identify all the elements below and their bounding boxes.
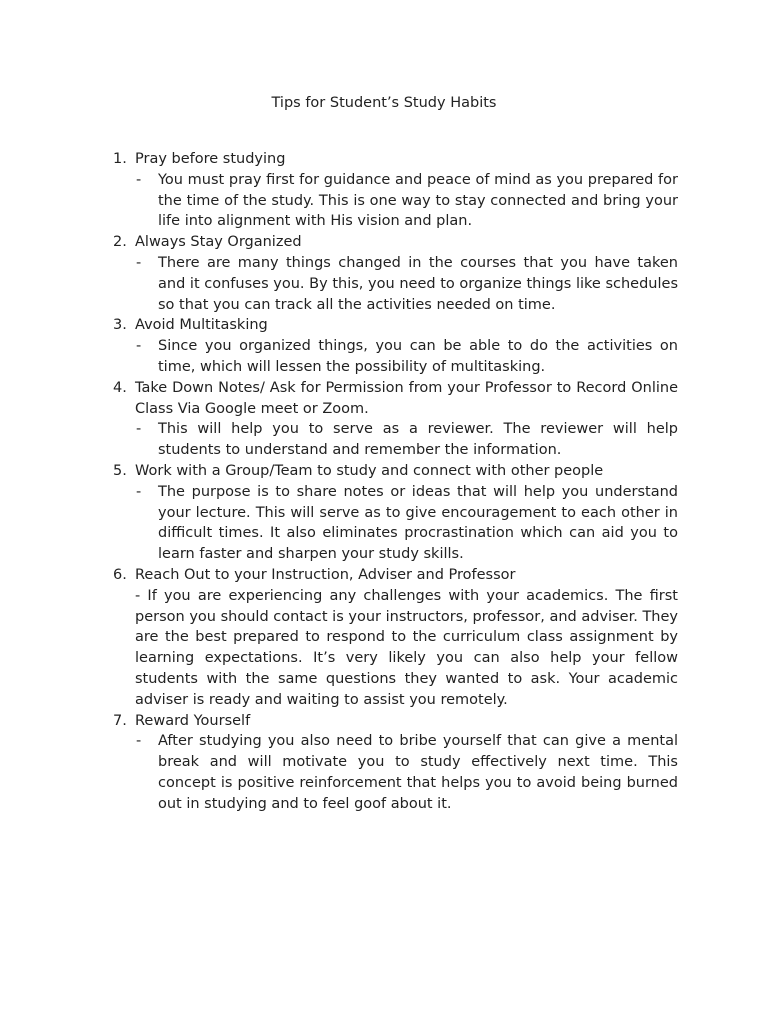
list-item-5 [113,461,678,565]
bullet-dash: - [136,171,142,188]
item-description: This will help you to serve as a reviewer. The reviewer will help students to understand and remember the information. [158,421,678,459]
item-sub-bullet [113,731,678,814]
item-description: You must pray first for guidance and peace of mind as you prepared for the time of the study. This is one way to stay connected and bring your life into alignment with His vision and plan. [158,171,678,230]
item-description: The purpose is to share notes or ideas that will help you understand your lecture. This will serve as to give encouragement to each other in difficult times. It also eliminates procrastination which can aid you to learn faster and sharpen your study skills. [158,483,678,563]
item-heading: Take Down Notes/ Ask for Permission from your Professor to Record Online Class Via Google meet or Zoom. [135,379,678,417]
item-heading-row [113,315,678,336]
item-sub-bullet [113,336,678,378]
list-item-2 [113,232,678,315]
item-description: There are many things changed in the courses that you have taken and it confuses you. By this, you need to organize things like schedules so that you can track all the activities needed on time. [158,254,678,313]
bullet-dash: - [136,338,142,355]
bullet-dash: - [136,483,142,500]
document-title: Tips for Student’s Study Habits [271,95,497,111]
item-number: 2. [113,234,127,251]
list-item-1 [113,149,678,232]
item-number: 4. [113,379,127,396]
item-heading: Reach Out to your Instruction, Adviser and Professor [135,566,516,583]
item-description: - If you are experiencing any challenges with your academics. The first person you should contact is your instructors, professor, and adviser. They are the best prepared to respond to the curriculum class assignment by learning expectations. It’s very likely you can also help your fellow students with the same questions they wanted to ask. Your academic adviser is ready and waiting to assist you remotely. [135,587,678,708]
list-item-4 [113,378,678,461]
item-heading-row [113,461,678,482]
item-number: 5. [113,462,127,479]
item-sub-bullet [113,170,678,232]
bullet-dash: - [136,733,142,750]
list-item-7 [113,711,678,815]
bullet-dash: - [136,421,142,438]
tips-list [113,149,678,815]
item-heading: Always Stay Organized [135,234,302,251]
item-heading: Pray before studying [135,151,286,167]
list-item-3 [113,315,678,377]
item-heading: Work with a Group/Team to study and connect with other people [135,462,604,479]
item-number: 6. [113,566,127,583]
item-number: 7. [113,712,127,729]
item-sub-bullet [113,482,678,565]
item-heading-row [113,565,678,586]
item-heading-row [113,149,678,170]
item-sub-bullet [113,419,678,461]
list-item-6 [113,565,678,711]
item-number: 1. [113,151,127,167]
item-heading-row [113,711,678,732]
item-description: Since you organized things, you can be able to do the activities on time, which will lessen the possibility of multitasking. [158,338,678,375]
item-heading-row [113,232,678,253]
item-sub-bullet [113,253,678,315]
bullet-dash: - [136,254,142,271]
item-heading: Reward Yourself [135,712,251,729]
item-number: 3. [113,317,127,334]
item-heading: Avoid Multitasking [135,317,268,334]
item-description: After studying you also need to bribe yourself that can give a mental break and will motivate you to study effectively next time. This concept is positive reinforcement that helps you to avoid being burned out in studying and to feel goof about it. [158,733,678,812]
item-heading-row [113,378,678,420]
